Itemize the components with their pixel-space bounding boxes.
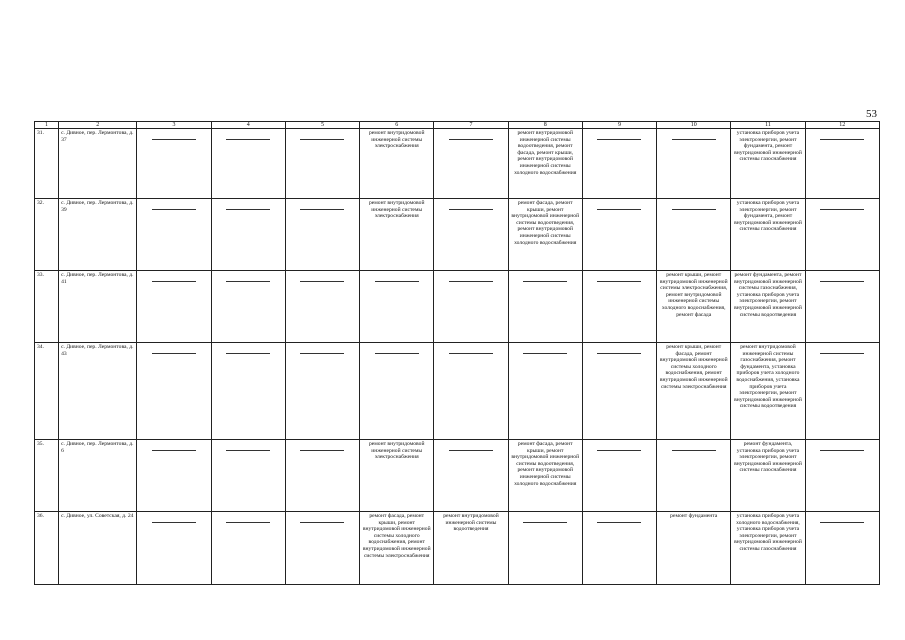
empty-cell — [211, 199, 285, 271]
row-number: 32. — [35, 199, 59, 271]
header-row — [35, 122, 880, 129]
row-number: 35. — [35, 440, 59, 512]
work-cell: ремонт фундамента, ремонт внутридомовой инженерной системы газоснабжения, установка приборов учета электроэнергии, ремонт внутридомовой инженерной системы водоотведения — [731, 271, 805, 343]
dash-mark — [300, 209, 344, 210]
table-row — [35, 129, 880, 199]
empty-cell — [582, 343, 656, 440]
dash-mark — [597, 450, 641, 451]
dash-mark — [152, 353, 196, 354]
empty-cell — [360, 271, 434, 343]
empty-cell — [285, 343, 359, 440]
empty-cell — [508, 343, 582, 440]
empty-cell — [657, 440, 731, 512]
empty-cell — [805, 440, 879, 512]
table-row — [35, 199, 880, 271]
work-cell: ремонт внутридомовой инженерной системы электроснабжения — [360, 440, 434, 512]
empty-cell — [434, 271, 508, 343]
dash-mark — [597, 522, 641, 523]
column-header: 3 — [137, 122, 211, 129]
dash-mark — [820, 353, 864, 354]
work-cell: ремонт фасада, ремонт крыши, ремонт внутридомовой инженерной системы холодного водоснабжения, ремонт внутридомовой инженерной системы электроснабжения — [360, 512, 434, 585]
dash-mark — [449, 353, 493, 354]
empty-cell — [285, 271, 359, 343]
empty-cell — [285, 129, 359, 199]
empty-cell — [582, 512, 656, 585]
dash-mark — [300, 281, 344, 282]
dash-mark — [672, 450, 716, 451]
empty-cell — [285, 440, 359, 512]
table-row — [35, 440, 880, 512]
empty-cell — [434, 199, 508, 271]
column-header: 7 — [434, 122, 508, 129]
empty-cell — [211, 440, 285, 512]
dash-mark — [375, 353, 419, 354]
column-header: 11 — [731, 122, 805, 129]
column-header: 6 — [360, 122, 434, 129]
work-cell: ремонт фасада, ремонт крыши, ремонт внутридомовой инженерной системы водоотведения, ремонт внутридомовой инженерной системы холодного водоснабжения — [508, 440, 582, 512]
work-cell: ремонт внутридомовой инженерной системы электроснабжения — [360, 199, 434, 271]
empty-cell — [137, 440, 211, 512]
empty-cell — [508, 512, 582, 585]
empty-cell — [360, 343, 434, 440]
column-header: 1 — [35, 122, 59, 129]
row-number: 34. — [35, 343, 59, 440]
empty-cell — [657, 129, 731, 199]
work-cell: ремонт крыши, ремонт фасада, ремонт внутридомовой инженерной системы холодного водоснабжения, ремонт внутридомовой инженерной системы электроснабжения — [657, 343, 731, 440]
dash-mark — [300, 139, 344, 140]
empty-cell — [137, 512, 211, 585]
empty-cell — [434, 343, 508, 440]
dash-mark — [449, 139, 493, 140]
empty-cell — [211, 271, 285, 343]
address-cell: с. Дивное, пер. Лермонтова, д. 43 — [59, 343, 137, 440]
dash-mark — [226, 209, 270, 210]
address-cell: с. Дивное, пер. Лермонтова, д. 41 — [59, 271, 137, 343]
dash-mark — [152, 281, 196, 282]
empty-cell — [211, 512, 285, 585]
empty-cell — [285, 199, 359, 271]
dash-mark — [300, 353, 344, 354]
dash-mark — [226, 281, 270, 282]
dash-mark — [449, 450, 493, 451]
empty-cell — [285, 512, 359, 585]
dash-mark — [523, 281, 567, 282]
dash-mark — [597, 139, 641, 140]
work-cell: установка приборов учета холодного водоснабжения, установка приборов учета электроэнергии, ремонт внутридомовой инженерной системы газоснабжения — [731, 512, 805, 585]
dash-mark — [300, 450, 344, 451]
address-cell: с. Дивное, пер. Лермонтова, д. 6 — [59, 440, 137, 512]
dash-mark — [226, 353, 270, 354]
empty-cell — [137, 199, 211, 271]
column-header: 10 — [657, 122, 731, 129]
table-row — [35, 271, 880, 343]
dash-mark — [820, 209, 864, 210]
work-cell: ремонт внутридомовой инженерной системы электроснабжения — [360, 129, 434, 199]
work-cell: ремонт крыши, ремонт внутридомовой инженерной системы электроснабжения, ремонт внутридомовой инженерной системы холодного водоснабжения, ремонт фасада — [657, 271, 731, 343]
row-number: 31. — [35, 129, 59, 199]
capital-repair-table — [34, 121, 880, 585]
dash-mark — [597, 353, 641, 354]
work-cell: ремонт фундамента, установка приборов учета электроэнергии, ремонт внутридомовой инженерной системы газоснабжения — [731, 440, 805, 512]
dash-mark — [449, 281, 493, 282]
dash-mark — [226, 450, 270, 451]
empty-cell — [805, 199, 879, 271]
empty-cell — [211, 343, 285, 440]
empty-cell — [582, 440, 656, 512]
empty-cell — [582, 199, 656, 271]
dash-mark — [820, 281, 864, 282]
empty-cell — [582, 271, 656, 343]
address-cell: с. Дивное, пер. Лермонтова, д. 37 — [59, 129, 137, 199]
empty-cell — [434, 440, 508, 512]
work-cell: установка приборов учета электроэнергии, ремонт фундамента, ремонт внутридомовой инженерной системы газоснабжения — [731, 129, 805, 199]
dash-mark — [820, 450, 864, 451]
work-cell: ремонт внутридомовой инженерной системы газоснабжения, ремонт фундамента, установка приборов учета холодного водоснабжения, установка приборов учета электроэнергии, ремонт внутридомовой инженерной системы водоотведения — [731, 343, 805, 440]
empty-cell — [805, 512, 879, 585]
empty-cell — [137, 129, 211, 199]
table-row — [35, 343, 880, 440]
row-number: 36. — [35, 512, 59, 585]
column-header: 8 — [508, 122, 582, 129]
dash-mark — [152, 209, 196, 210]
empty-cell — [137, 271, 211, 343]
empty-cell — [805, 129, 879, 199]
dash-mark — [597, 281, 641, 282]
dash-mark — [226, 139, 270, 140]
page-number: 53 — [866, 108, 877, 120]
dash-mark — [597, 209, 641, 210]
dash-mark — [152, 139, 196, 140]
empty-cell — [582, 129, 656, 199]
empty-cell — [805, 271, 879, 343]
empty-cell — [657, 199, 731, 271]
dash-mark — [152, 450, 196, 451]
empty-cell — [805, 343, 879, 440]
work-cell: ремонт внутридомовой инженерной системы водоотведения — [434, 512, 508, 585]
dash-mark — [820, 139, 864, 140]
dash-mark — [375, 281, 419, 282]
work-cell: установка приборов учета электроэнергии, ремонт фундамента, ремонт внутридомовой инженерной системы газоснабжения — [731, 199, 805, 271]
column-header: 9 — [582, 122, 656, 129]
dash-mark — [449, 209, 493, 210]
dash-mark — [152, 522, 196, 523]
work-cell: ремонт фундамента — [657, 512, 731, 585]
address-cell: с. Дивное, пер. Лермонтова, д. 39 — [59, 199, 137, 271]
dash-mark — [523, 522, 567, 523]
dash-mark — [523, 353, 567, 354]
dash-mark — [820, 522, 864, 523]
dash-mark — [672, 139, 716, 140]
work-cell: ремонт фасада, ремонт крыши, ремонт внутридомовой инженерной системы водоотведения, ремонт внутридомовой инженерной системы холодного водоснабжения — [508, 199, 582, 271]
dash-mark — [226, 522, 270, 523]
work-cell: ремонт внутридомовой инженерной системы водоотведения, ремонт фасада, ремонт крыши, ремонт внутридомовой инженерной системы холодного водоснабжения — [508, 129, 582, 199]
empty-cell — [434, 129, 508, 199]
dash-mark — [300, 522, 344, 523]
column-header: 4 — [211, 122, 285, 129]
empty-cell — [137, 343, 211, 440]
empty-cell — [508, 271, 582, 343]
column-header: 12 — [805, 122, 879, 129]
dash-mark — [672, 209, 716, 210]
column-header: 5 — [285, 122, 359, 129]
row-number: 33. — [35, 271, 59, 343]
empty-cell — [211, 129, 285, 199]
table-row — [35, 512, 880, 585]
column-header: 2 — [59, 122, 137, 129]
address-cell: с. Дивное, ул. Советская, д. 24 — [59, 512, 137, 585]
